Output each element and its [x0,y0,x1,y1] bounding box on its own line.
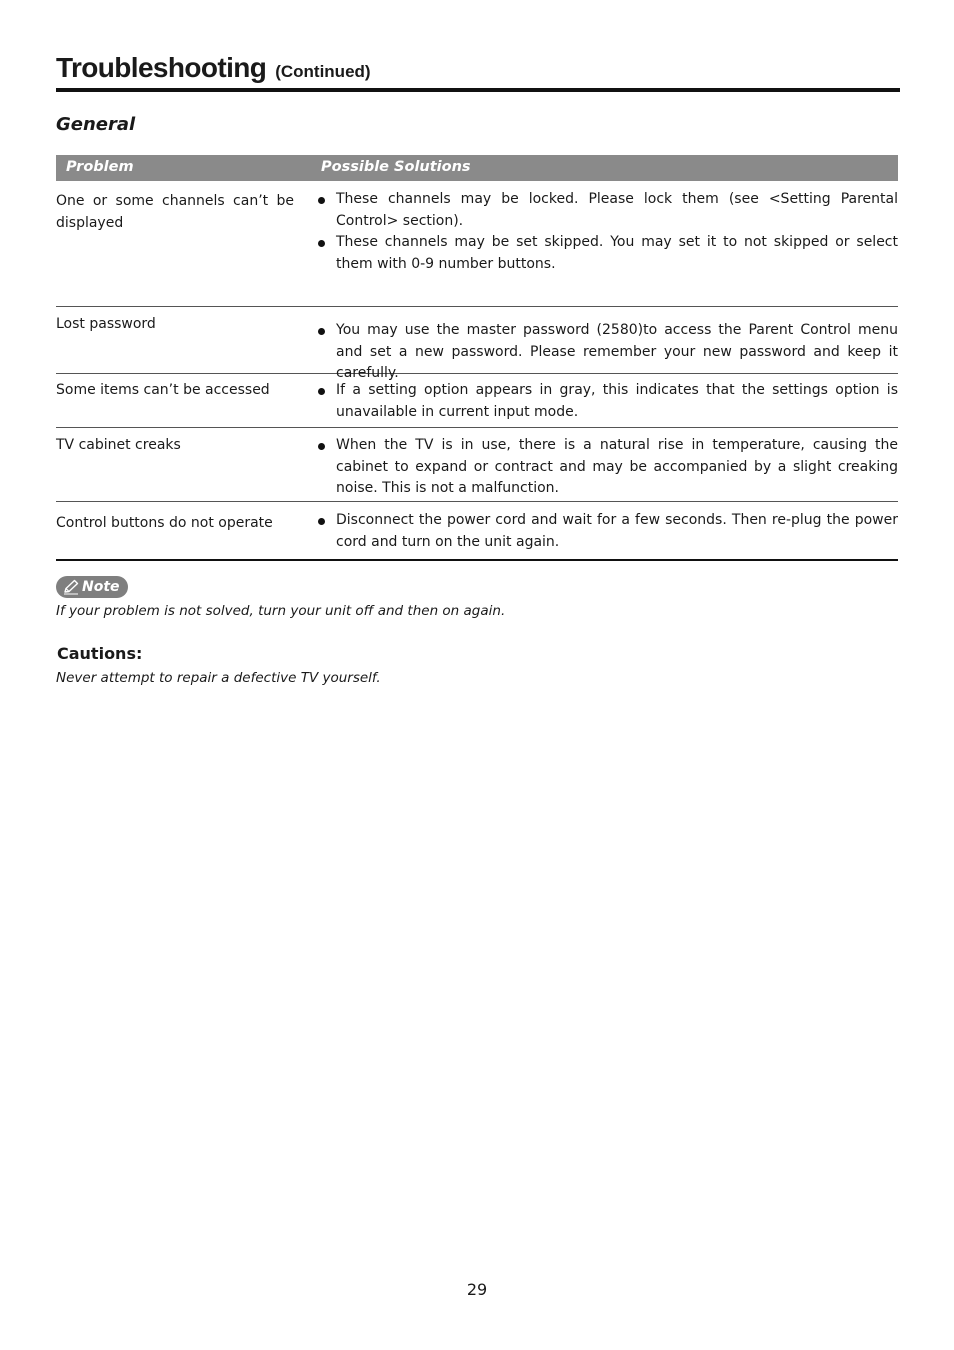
solution-text: If a setting option appears in gray, this indicates that the settings option is unavailable in current input mode. [336,382,898,420]
column-header-problem: Problem [66,159,134,176]
bullet-icon [318,240,325,247]
solutions-list [318,380,898,423]
note-text: If your problem is not solved, turn your unit off and then on again. [56,603,506,619]
solution-text: You may use the master password (2580)to access the Parent Control menu and set a new password. Please remember your new password and keep it carefully. [336,322,898,381]
problem-text: One or some channels can’t be displayed [56,193,294,231]
bullet-icon [318,518,325,525]
solutions-list [318,435,898,500]
bullet-icon [318,443,325,450]
solutions-list [318,510,898,553]
problem-text: Control buttons do not operate [56,515,273,531]
table-row [56,307,898,381]
note-badge [56,576,128,598]
solution-item [318,320,898,385]
solution-item [318,435,898,500]
solution-text: Disconnect the power cord and wait for a few seconds. Then re-plug the power cord and turn on the unit again. [336,512,898,550]
solution-item [318,189,898,232]
page-title-subtitle: (Continued) [275,62,371,81]
solution-text: These channels may be locked. Please lock them (see <Setting Parental Control> section). [336,191,898,229]
cautions-heading: Cautions: [57,644,143,663]
column-header-solutions: Possible Solutions [321,159,471,176]
bullet-icon [318,388,325,395]
solutions-list [318,189,898,275]
problem-text: Lost password [56,316,156,332]
page-title [56,48,371,85]
solution-item [318,380,898,423]
solutions-list [318,320,898,385]
solution-text: When the TV is in use, there is a natural rise in temperature, causing the cabinet to expand or contract and may be accompanied by a slight creaking noise. This is not a malfunction. [336,437,898,496]
page-number: 29 [466,1280,488,1299]
table-row [56,428,898,502]
pencil-icon [62,579,80,595]
table-row [56,374,898,428]
troubleshooting-table [56,155,898,561]
solution-text: These channels may be set skipped. You may set it to not skipped or select them with 0-9 number buttons. [336,234,898,272]
cautions-text: Never attempt to repair a defective TV yourself. [56,670,381,686]
problem-text: Some items can’t be accessed [56,382,270,398]
section-heading: General [56,114,136,135]
table-row [56,181,898,307]
bullet-icon [318,328,325,335]
problem-text: TV cabinet creaks [56,437,181,453]
bullet-icon [318,197,325,204]
title-divider [56,88,900,92]
solution-item [318,510,898,553]
note-label: Note [82,579,120,595]
table-row [56,502,898,561]
solution-item [318,232,898,275]
page-title-main: Troubleshooting [56,52,267,83]
table-header [56,155,898,181]
